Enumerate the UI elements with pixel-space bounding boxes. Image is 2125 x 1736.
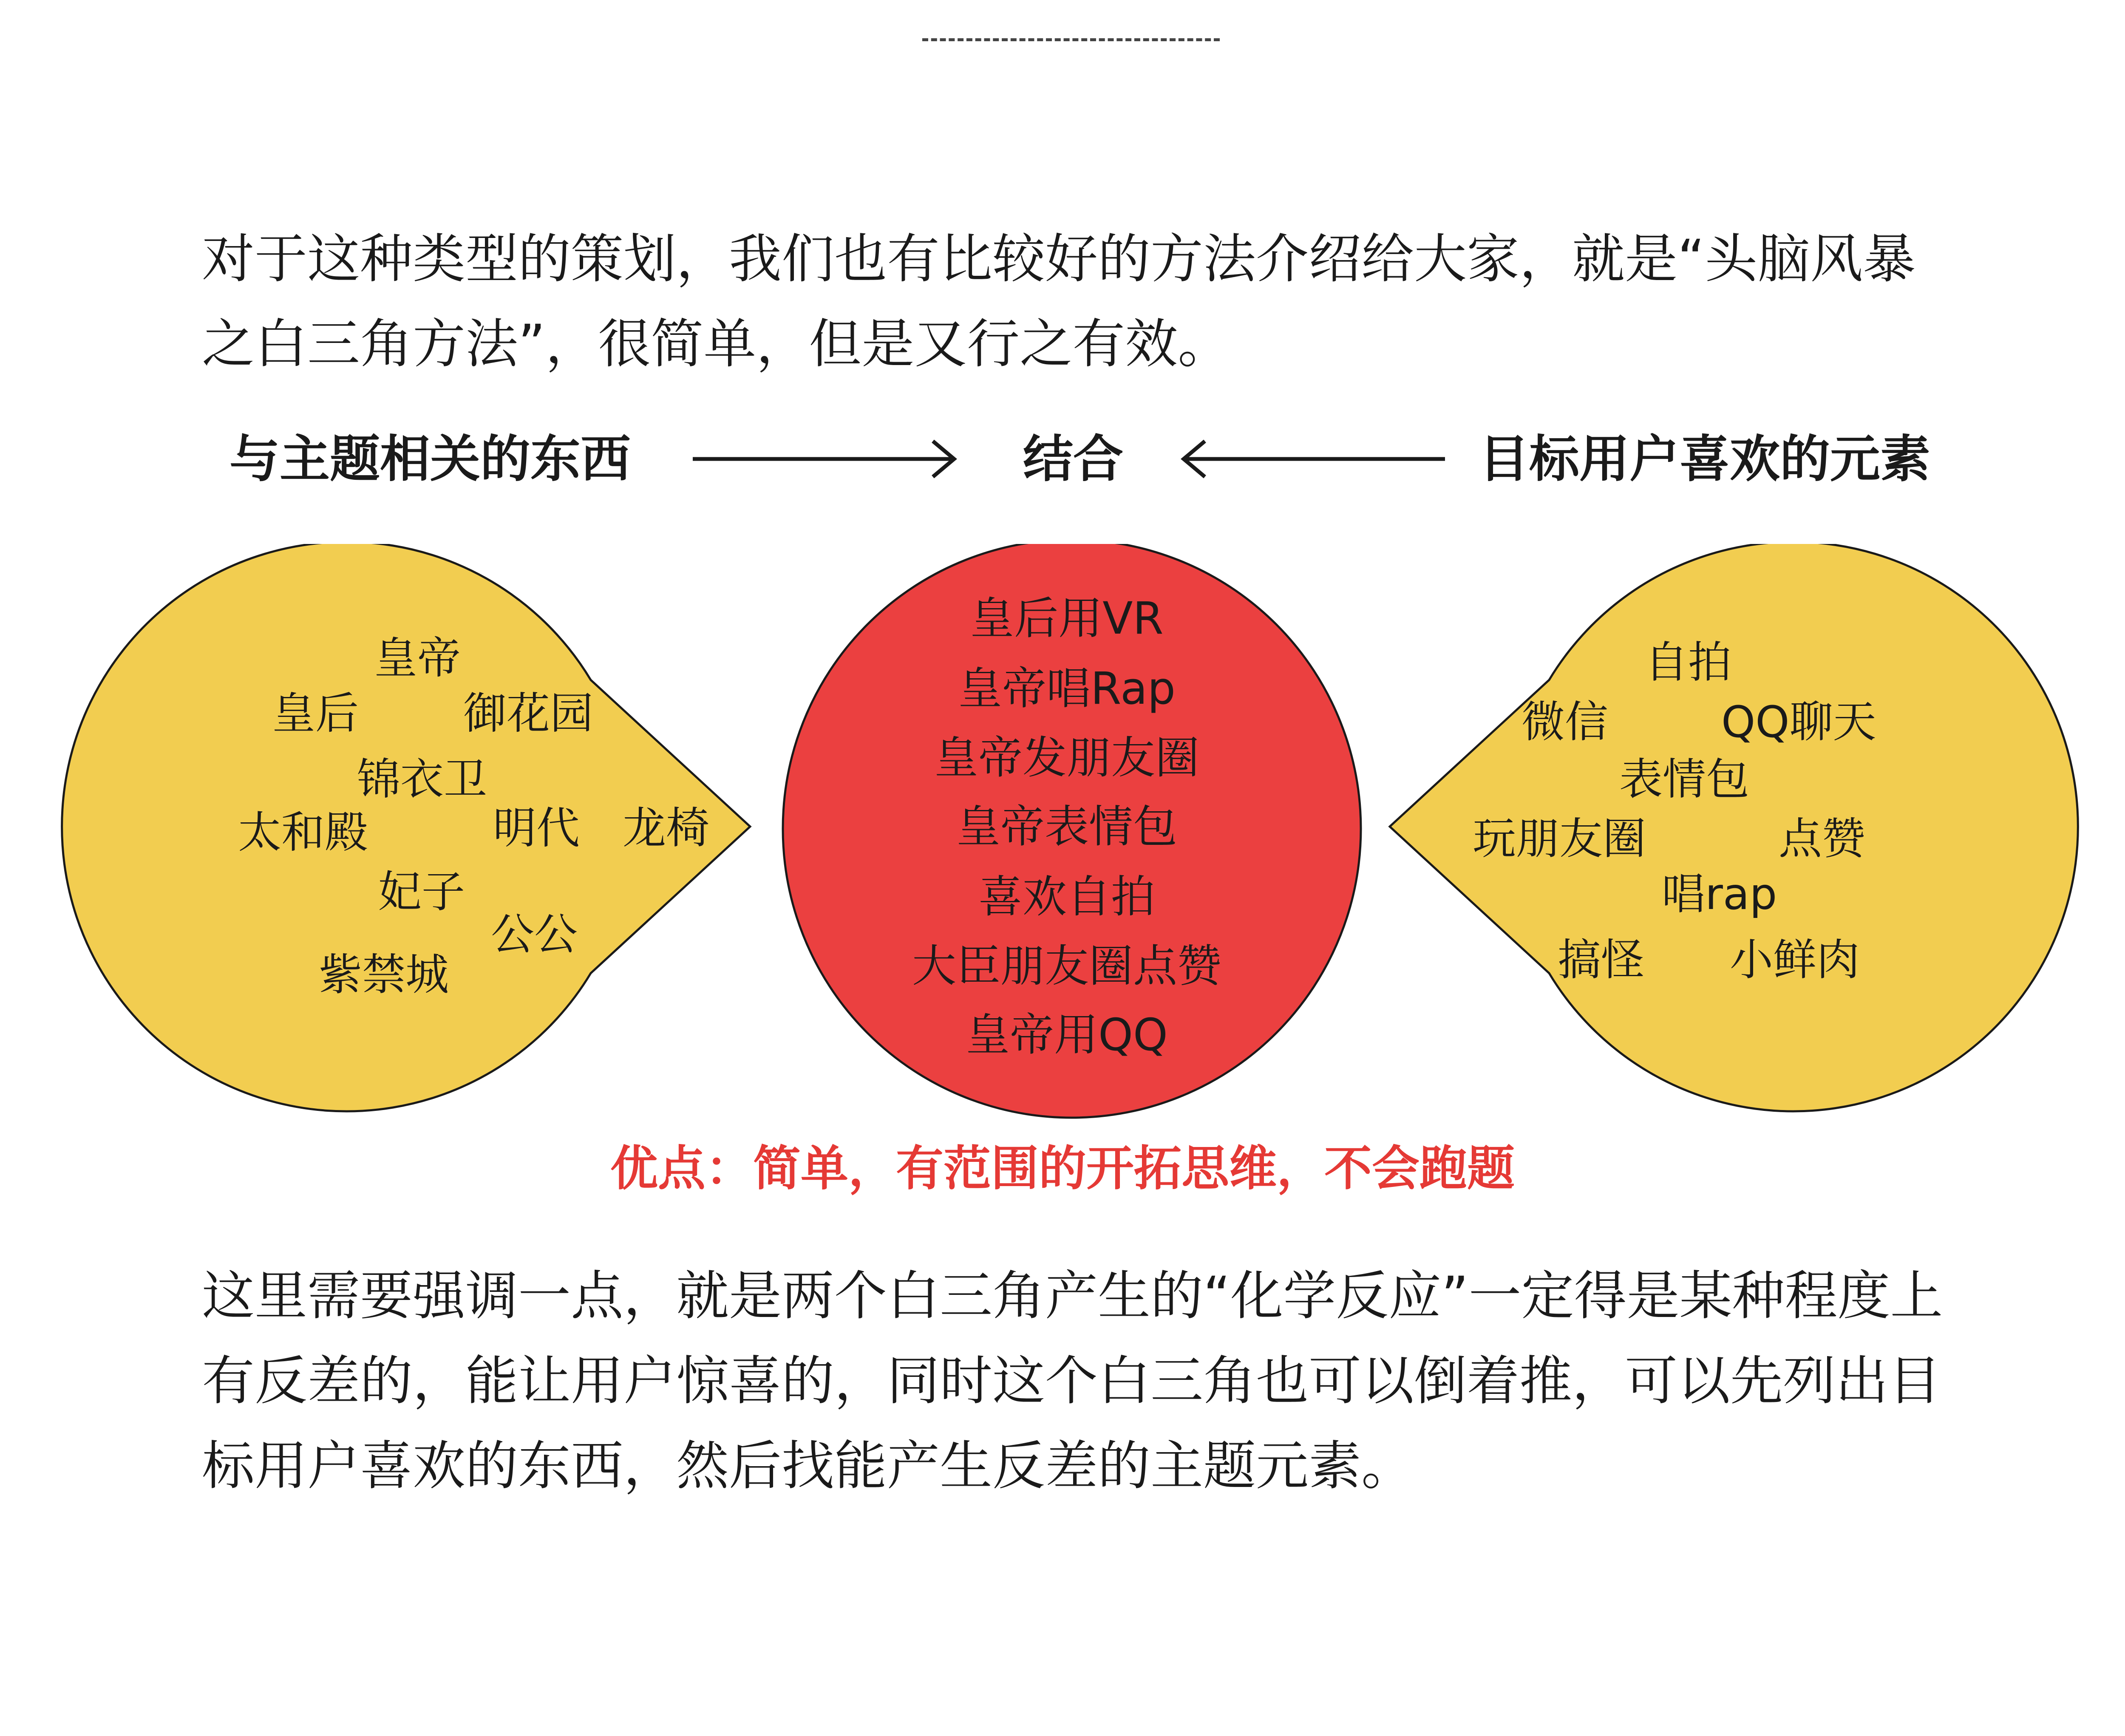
right-word: 唱rap	[1662, 869, 1777, 920]
left-word: 明代	[493, 803, 580, 854]
left-word: 皇帝	[374, 633, 461, 684]
right-word: 表情包	[1619, 754, 1749, 805]
top-divider	[922, 38, 1220, 41]
right-word: 小鲜肉	[1730, 935, 1860, 986]
left-word: 太和殿	[238, 807, 368, 858]
right-word: 搞怪	[1558, 935, 1644, 986]
combo-item: 皇帝用QQ	[966, 1009, 1168, 1061]
formula-right-label: 目标用户喜欢的元素	[1479, 430, 1931, 488]
left-word: 御花园	[463, 688, 593, 739]
right-word: 自拍	[1645, 637, 1731, 688]
combo-item: 皇帝表情包	[956, 801, 1177, 852]
combo-item: 喜欢自拍	[978, 871, 1155, 923]
combo-item: 皇后用VR	[970, 592, 1164, 644]
left-word: 紫禁城	[319, 950, 449, 1000]
left-word: 锦衣卫	[357, 754, 487, 805]
right-word: 点赞	[1779, 814, 1865, 864]
combo-item: 大臣朋友圈点赞	[912, 940, 1221, 992]
left-word: 龙椅	[623, 803, 709, 854]
left-word: 公公	[491, 909, 578, 960]
intro-paragraph: 对于这种类型的策划，我们也有比较好的方法介绍给大家，就是“头脑风暴之白三角方法”，很简单，但是又行之有效。	[202, 229, 1916, 375]
right-word: QQ聊天	[1721, 697, 1876, 748]
closing-paragraph: 这里需要强调一点，就是两个白三角产生的“化学反应”一定得是某种程度上有反差的，能让用户惊喜的，同时这个白三角也可以倒着推，可以先列出目标用户喜欢的东西，然后找能产生反差的主题元素。	[202, 1266, 1943, 1497]
left-word: 皇后	[272, 688, 359, 739]
formula-left-label: 与主题相关的东西	[230, 430, 631, 488]
left-arrow-icon	[1177, 438, 1449, 480]
combo-item: 皇帝唱Rap	[958, 663, 1176, 714]
right-word: 玩朋友圈	[1473, 814, 1646, 864]
merit-note: 优点：简单，有范围的开拓思维，不会跑题	[610, 1141, 1515, 1196]
formula-center-label: 结合	[1023, 430, 1123, 488]
combo-item: 皇帝发朋友圈	[934, 732, 1199, 784]
left-word: 妃子	[378, 867, 465, 918]
right-arrow-icon	[688, 438, 960, 480]
right-word: 微信	[1522, 697, 1608, 748]
